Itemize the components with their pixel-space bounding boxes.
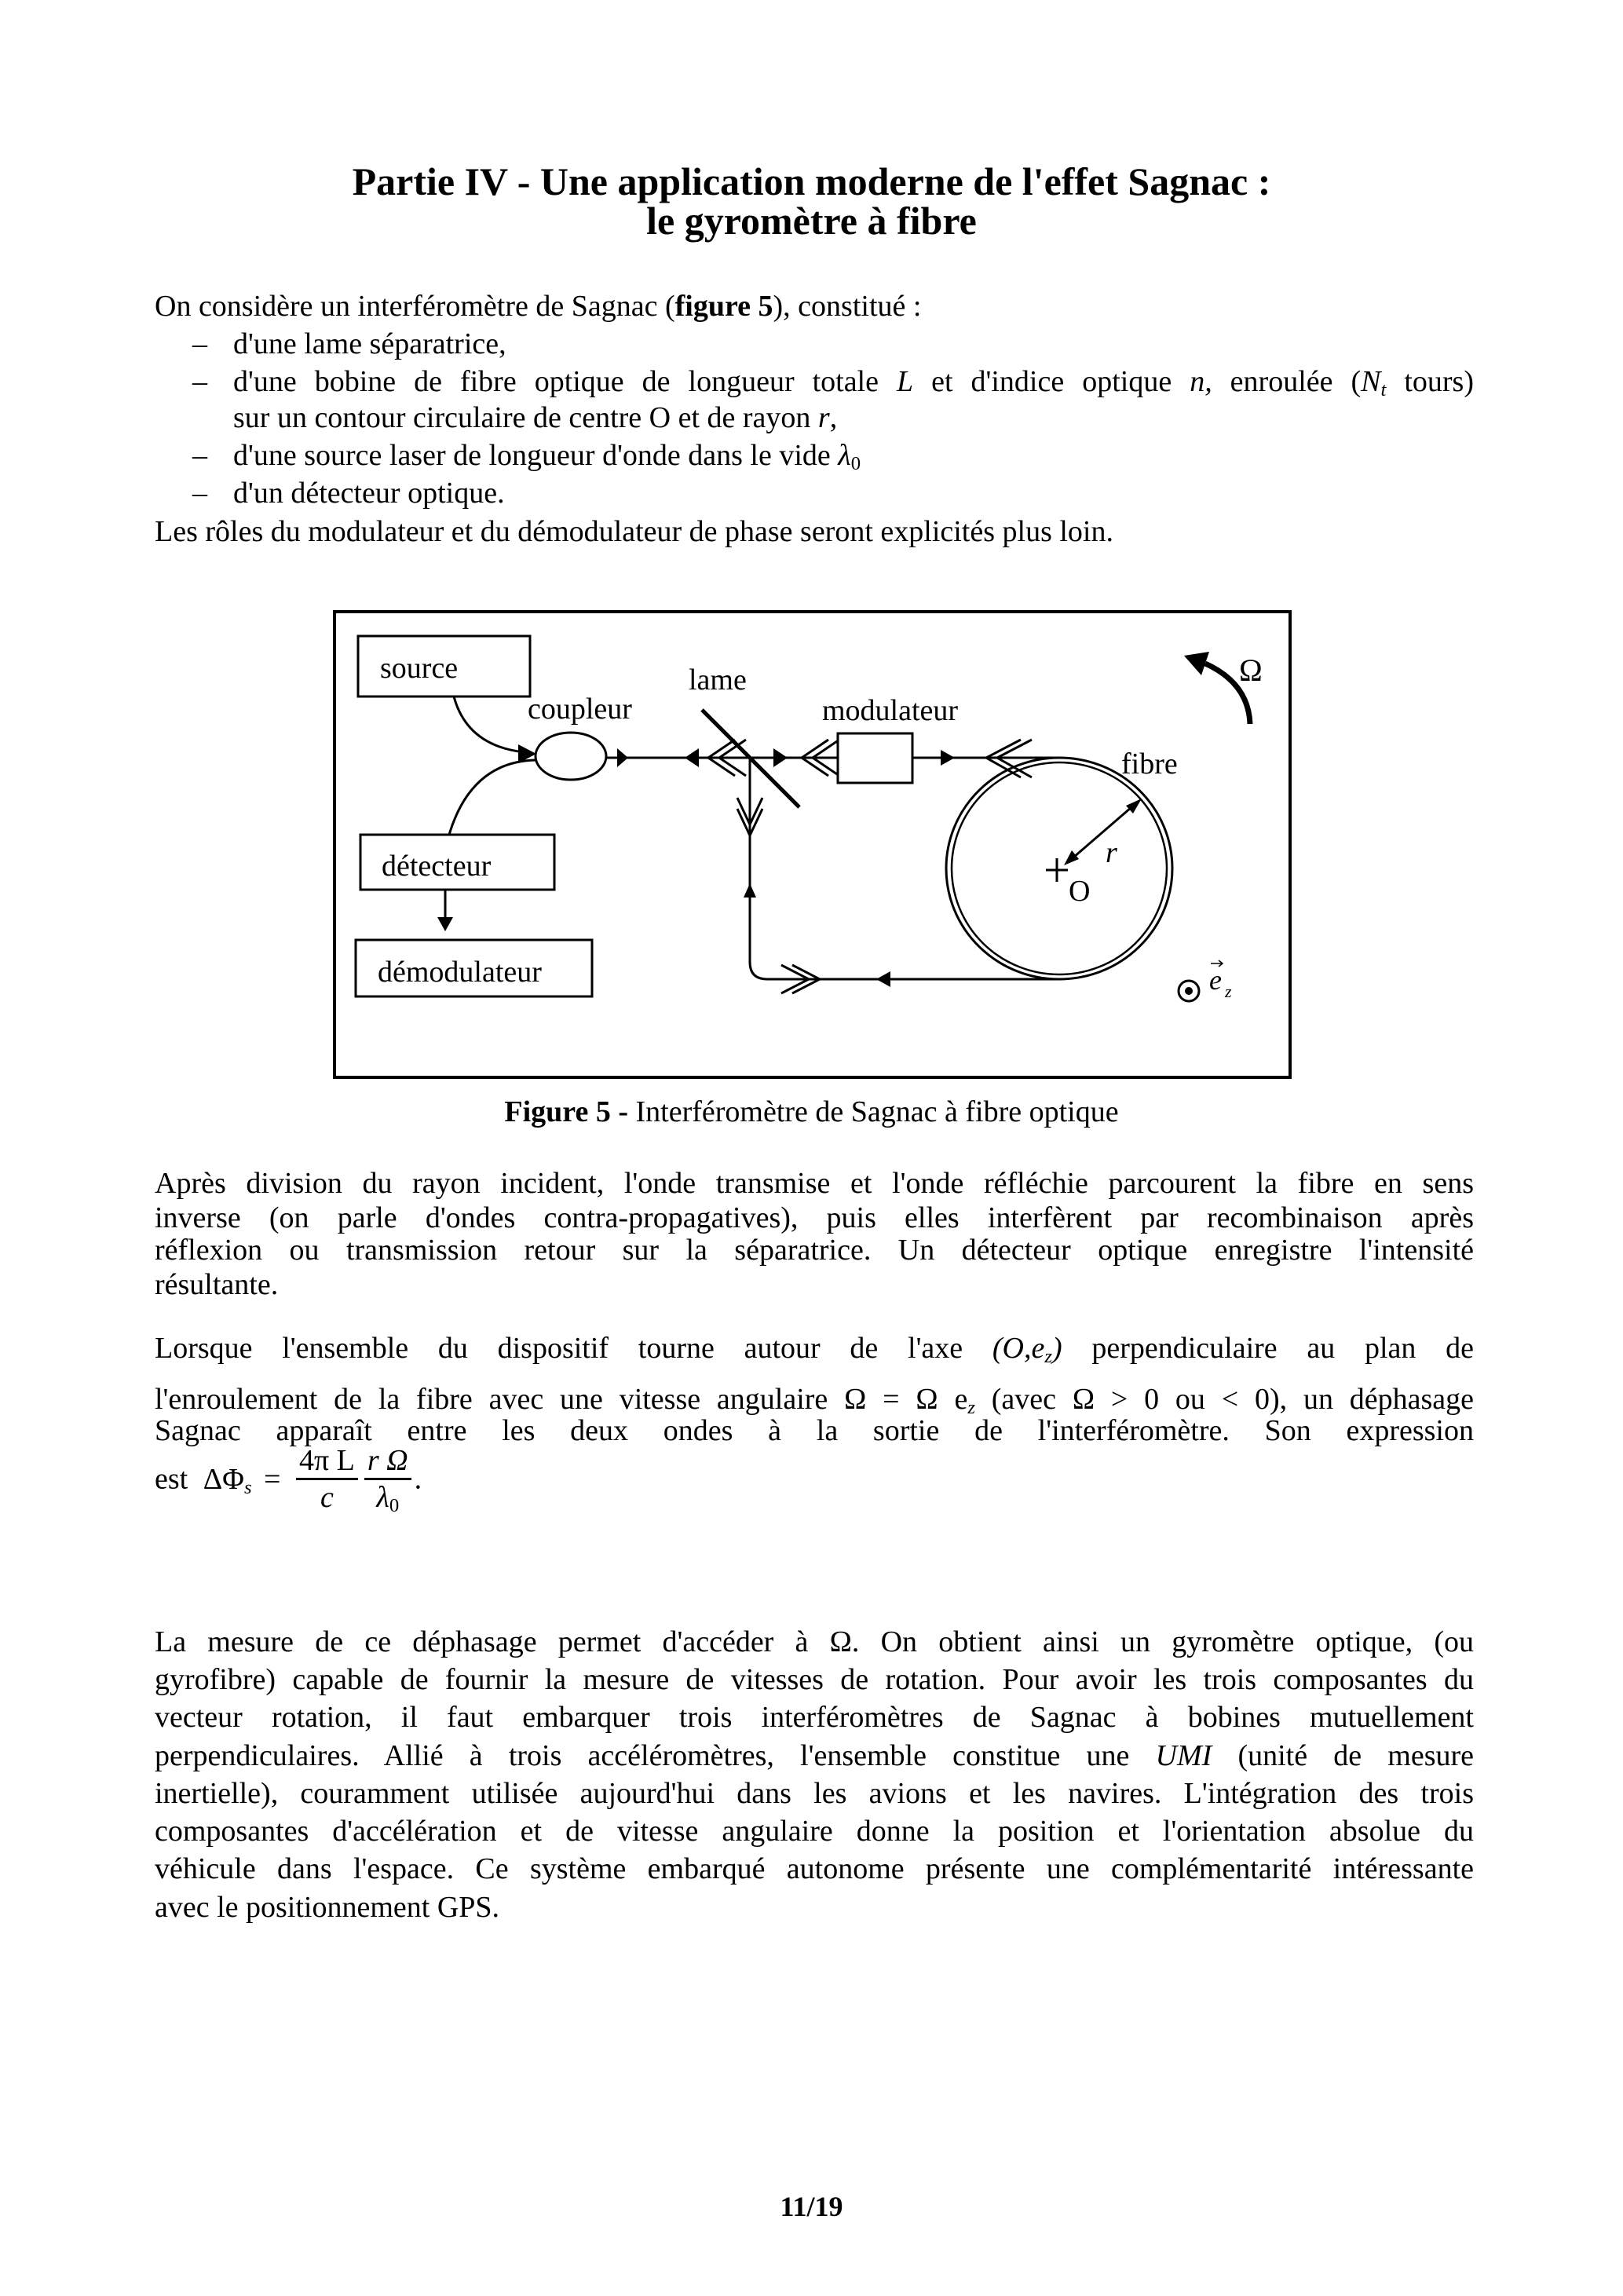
var-r: r [817,401,830,434]
omega-label: Ω [1239,653,1263,688]
source-label: source [380,652,459,685]
text: Lorsque l'ensemble du dispositif tourne autour de l'axe [155,1333,992,1364]
intro-closing: Les rôles du modulateur et du démodulateur de phase seront explicités plus loin. [155,515,1113,548]
para2-line-3: Sagnac apparaît entre les deux ondes à la sortie de l'interféromètre. Son expression [155,1415,1474,1446]
text: (avec Ω > 0 ou < 0), un déphasage [974,1384,1474,1415]
text: tours) [1386,366,1474,397]
text: d'une source laser de longueur d'onde dans le vide [233,439,839,472]
formula: Ω = Ω e [844,1384,968,1415]
text: perpendiculaire au plan de [1062,1333,1474,1364]
axis-text: (O,e [992,1333,1045,1364]
para2-line-2 [155,1384,1474,1415]
bullet-dash: – [192,439,207,472]
detector-label: détecteur [382,850,492,883]
var-n: n, [1190,366,1212,397]
para3-line-3: vecteur rotation, il faut embarquer trois interféromètres de Sagnac à bobines mutuellement [155,1702,1474,1733]
bullet-dash: – [192,477,207,510]
intro-lead-text-end: ), constitué : [773,290,922,323]
subscript: z [967,1397,975,1415]
text: , [829,401,838,434]
modulator-box [838,733,912,783]
sagnac-phase-formula [155,1443,422,1515]
page-number: 11/19 [780,2191,843,2222]
bullet-item-detecteur: d'un détecteur optique. [233,477,505,510]
axis-close: ) [1051,1333,1062,1364]
coupler-label: coupleur [528,693,632,726]
bullet-item-lame: d'une lame séparatrice, [233,327,506,360]
ez-label: e [1209,964,1222,996]
para3-line-8: avec le positionnement GPS. [155,1891,500,1924]
lhs: ΔΦ [203,1462,244,1496]
text: sur un contour circulaire de centre O et de rayon [233,401,818,434]
bullet-dash: – [192,327,207,360]
para3-line-7: véhicule dans l'espace. Ce système embarqué autonome présente une complémentarité intéressante [155,1853,1474,1885]
text: enroulée ( [1212,366,1362,397]
figure-reference: figure 5 [674,290,773,323]
figure-caption [0,1096,1623,1128]
subscript: 0 [850,453,861,475]
var-L: L [896,366,914,397]
var-Nt: N [1361,366,1381,397]
caption-label: Figure 5 - [504,1095,628,1128]
para3-line-6: composantes d'accélération et de vitesse angulaire donne la position et l'orientation absolue du [155,1815,1474,1847]
text: d'une bobine de fibre optique de longueur totale [233,366,897,397]
coupler-ellipse [536,733,606,780]
page-title-line-2: le gyromètre à fibre [646,199,977,243]
text: (unité de mesure [1212,1740,1474,1771]
fraction-1 [296,1443,358,1515]
modulator-label: modulateur [822,694,959,727]
formula-lhs [203,1463,252,1496]
umi-term: UMI [1155,1740,1212,1771]
para3-line-1: La mesure de ce déphasage permet d'accéder à Ω. On obtient ainsi un gyromètre optique, (ou [155,1626,1474,1658]
page-title-line-1: Partie IV - Une application moderne de l'effet Sagnac : [352,159,1271,203]
denominator [364,1480,411,1515]
text: perpendiculaires. Allié à trois accéléromètres, l'ensemble constitue une [155,1740,1156,1771]
subscript: 0 [389,1495,400,1517]
para3-line-4 [155,1740,1474,1771]
para1-line-2: inverse (on parle d'ondes contra-propagatives), puis elles interfèrent par recombinaison après [155,1202,1474,1234]
equals: = [264,1462,281,1496]
lambda: λ [376,1481,389,1514]
fibre-coil [946,758,1172,979]
axis-notation [992,1333,1062,1364]
text: l'enroulement de la fibre avec une vitesse angulaire [155,1384,845,1415]
intro-lead-text: On considère un interféromètre de Sagnac ( [155,290,675,323]
para3-line-2: gyrofibre) capable de fournir la mesure de vitesses de rotation. Pour avoir les trois composantes du [155,1664,1474,1695]
para2-line-1 [155,1333,1474,1364]
text: est [155,1462,188,1496]
para3-line-5: inertielle), couramment utilisée aujourd'hui dans les avions et les navires. L'intégration des trois [155,1778,1474,1809]
var-lambda: λ [838,439,851,472]
fraction-2 [364,1443,411,1515]
radius-label: r [1106,836,1117,869]
ez-subscript: z [1225,982,1232,1001]
period: . [414,1462,422,1496]
para1-line-3: réflexion ou transmission retour sur la séparatrice. Un détecteur optique enregistre l'intensité [155,1234,1474,1266]
numerator: 4π L [296,1443,358,1480]
para1-line-4: résultante. [155,1268,279,1301]
fibre-label: fibre [1121,748,1178,781]
caption-text: Interféromètre de Sagnac à fibre optique [628,1095,1119,1128]
subscript: z [1044,1346,1052,1364]
text: et d'indice optique [913,366,1190,397]
lame-label: lame [689,664,747,696]
omega-vector-formula [844,1384,975,1415]
arrow-down-icon [437,917,453,931]
subscript: t [1380,379,1387,397]
bullet-dash: – [192,365,207,398]
demodulator-label: démodulateur [378,956,542,989]
subscript: s [243,1476,252,1498]
para1-line-1: Après division du rayon incident, l'onde transmise et l'onde réfléchie parcourent la fibre en sens [155,1168,1474,1199]
numerator: r Ω [364,1443,411,1480]
denominator: c [320,1481,334,1514]
center-label: O [1069,875,1091,908]
